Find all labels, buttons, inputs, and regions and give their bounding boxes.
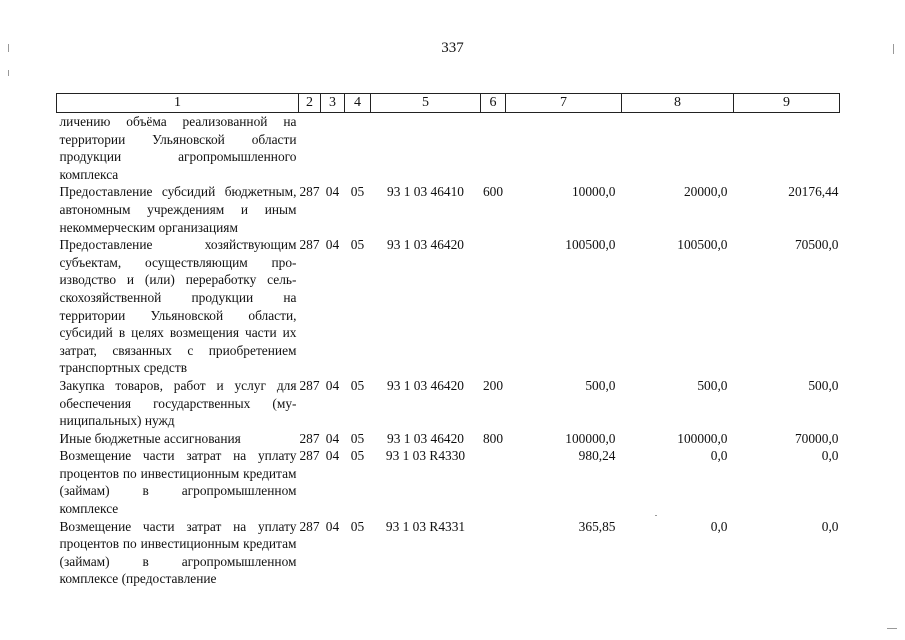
row-target-article: 93 1 03 46420 (387, 430, 464, 446)
row-description: Иные бюджетные ассигнования (59, 430, 241, 446)
table-row (57, 447, 840, 517)
row-col-3: 04 (325, 430, 340, 446)
row-expense-type: 800 (482, 430, 504, 446)
scan-speck (8, 70, 9, 76)
table-row (57, 430, 840, 448)
row-col-4: 05 (350, 518, 365, 534)
row-expense-type: 600 (482, 184, 504, 200)
row-description: Закупка товаров, работ и услуг для обеспечения государственных (муниципальных) нужд (59, 377, 297, 429)
row-col-2: 287 (299, 430, 320, 446)
row-expense-type (481, 447, 506, 517)
row-amount-col-9 (734, 113, 840, 184)
row-col-2 (299, 113, 321, 184)
row-amount-col-8: 100000,0 (677, 430, 728, 446)
row-amount-col-9: 70000,0 (794, 430, 839, 446)
header-col-1: 1 (57, 94, 299, 113)
row-amount-col-8 (622, 113, 734, 184)
row-expense-type: 200 (482, 377, 504, 393)
row-col-3: 04 (325, 518, 340, 534)
row-amount-col-9: 20176,44 (788, 184, 839, 200)
table-row (57, 236, 840, 377)
row-amount-col-7 (506, 113, 622, 184)
row-amount-col-9: 0,0 (821, 448, 839, 464)
row-amount-col-7: 100000,0 (565, 430, 616, 446)
row-amount-col-8: 500,0 (697, 377, 728, 393)
scan-speck (8, 44, 9, 52)
row-target-article: 93 1 03 46420 (387, 237, 464, 253)
row-target-article: 93 1 03 R4331 (385, 518, 466, 534)
row-col-3: 04 (325, 184, 340, 200)
header-col-6: 6 (481, 94, 506, 113)
row-col-2: 287 (299, 184, 320, 200)
row-col-4: 05 (350, 184, 365, 200)
header-col-8: 8 (622, 94, 734, 113)
header-col-7: 7 (506, 94, 622, 113)
row-col-4: 05 (350, 430, 365, 446)
row-amount-col-8: 0,0 (710, 448, 728, 464)
row-col-2: 287 (299, 237, 320, 253)
row-amount-col-7: 980,24 (578, 448, 616, 464)
row-target-article (371, 113, 481, 184)
row-col-4 (345, 113, 371, 184)
row-amount-col-9: 70500,0 (794, 237, 839, 253)
row-description: Предоставление хозяйствующим субъектам, осуществляющим производство и (или) переработку сельскохозяйственной продукции на территории Ульяновской области, субсидий в целях возмещения части их затрат, связанных с приобретением транспортных средств (59, 237, 297, 376)
table-row (57, 183, 840, 236)
row-amount-col-8: 20000,0 (683, 184, 728, 200)
row-amount-col-9: 0,0 (821, 518, 839, 534)
header-col-2: 2 (299, 94, 321, 113)
row-col-3: 04 (325, 237, 340, 253)
row-col-4: 05 (350, 377, 365, 393)
row-amount-col-9: 500,0 (808, 377, 839, 393)
row-target-article: 93 1 03 R4330 (385, 448, 466, 464)
header-col-5: 5 (371, 94, 481, 113)
scan-speck (655, 515, 657, 516)
row-amount-col-7: 10000,0 (571, 184, 616, 200)
row-col-4: 05 (350, 448, 365, 464)
row-expense-type (481, 518, 506, 588)
scan-speck (893, 44, 894, 54)
row-col-2: 287 (299, 448, 320, 464)
row-col-2: 287 (299, 377, 320, 393)
row-col-3 (321, 113, 345, 184)
row-amount-col-7: 500,0 (585, 377, 616, 393)
table-row (57, 377, 840, 430)
row-target-article: 93 1 03 46410 (387, 184, 464, 200)
row-amount-col-7: 365,85 (578, 518, 616, 534)
row-description: личению объёма реализованной на территории Ульяновской области продукции агропромышленного комплекса (59, 114, 297, 182)
row-target-article: 93 1 03 46420 (387, 377, 464, 393)
row-expense-type (481, 236, 506, 377)
row-amount-col-8: 0,0 (710, 518, 728, 534)
table-row (57, 113, 840, 184)
row-amount-col-7: 100500,0 (565, 237, 616, 253)
scan-speck (887, 628, 897, 629)
budget-table (56, 93, 840, 588)
row-expense-type (481, 113, 506, 184)
table-row (57, 518, 840, 588)
row-col-2: 287 (299, 518, 320, 534)
row-description: Возмещение части затрат на уплату процентов по инвестиционным кредитам (займам) в агропромышленном комплексе (предоставление (59, 518, 297, 587)
row-description: Возмещение части затрат на уплату процентов по инвестиционным кредитам (займам) в агропромышленном комплексе (59, 448, 297, 517)
row-amount-col-8: 100500,0 (677, 237, 728, 253)
row-description: Предоставление субсидий бюджетным, автономным учреждениям и иным некоммерческим организациям (59, 184, 297, 235)
header-col-9: 9 (734, 94, 840, 113)
page-number: 337 (441, 40, 464, 56)
table-header-row (57, 94, 840, 113)
row-col-3: 04 (325, 377, 340, 393)
header-col-3: 3 (321, 94, 345, 113)
row-col-3: 04 (325, 448, 340, 464)
header-col-4: 4 (345, 94, 371, 113)
row-col-4: 05 (350, 237, 365, 253)
budget-table-container (56, 93, 839, 588)
